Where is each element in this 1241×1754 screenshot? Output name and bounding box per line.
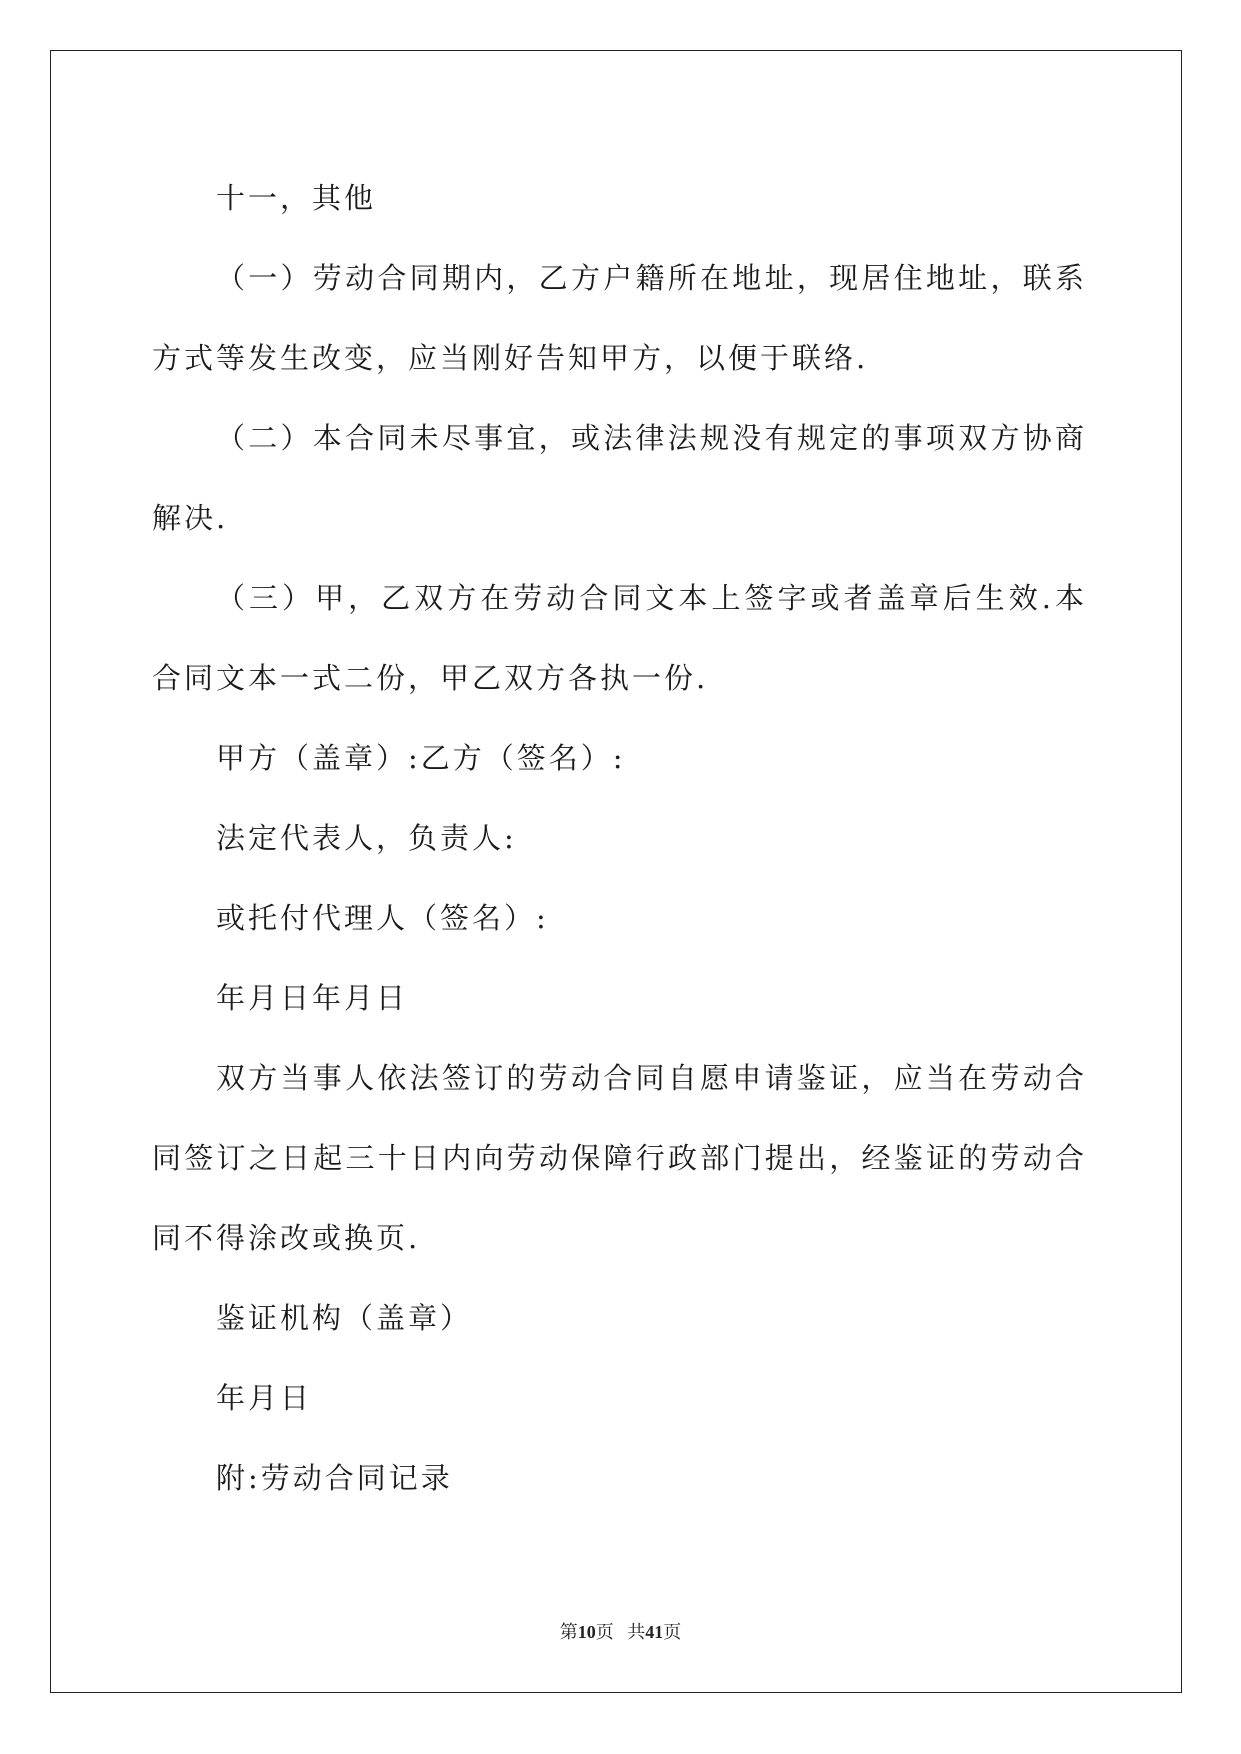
footer-total-suffix: 页 (663, 1622, 682, 1642)
authorized-agent: 或托付代理人（签名）: (216, 901, 549, 935)
footer-page-word: 页 (595, 1622, 614, 1642)
signature-parties: 甲方（盖章）:乙方（签名）: (216, 741, 626, 775)
signature-dates: 年月日年月日 (216, 981, 409, 1015)
verification-date: 年月日 (216, 1381, 313, 1415)
clause-1: （一）劳动合同期内，乙方户籍所在地址，现居住地址，联系方式等发生改变，应当刚好告知甲方，以便于联络. (152, 261, 1087, 375)
footer-prefix: 第 (559, 1622, 578, 1642)
clause-2: （二）本合同未尽事宜，或法律法规没有规定的事项双方协商解决. (152, 421, 1087, 535)
appendix-title: 附:劳动合同记录 (216, 1461, 453, 1495)
section-heading: 十一，其他 (216, 181, 377, 215)
clause-3: （三）甲，乙双方在劳动合同文本上签字或者盖章后生效.本合同文本一式二份，甲乙双方各执一份. (152, 581, 1087, 695)
verification-note: 双方当事人依法签订的劳动合同自愿申请鉴证，应当在劳动合同签订之日起三十日内向劳动保障行政部门提出，经鉴证的劳动合同不得涂改或换页. (152, 1061, 1087, 1255)
document-body (152, 158, 1087, 1518)
legal-representative: 法定代表人，负责人: (216, 821, 517, 855)
verification-agency: 鉴证机构（盖章） (216, 1301, 473, 1335)
total-page-number: 41 (645, 1622, 664, 1642)
current-page-number: 10 (577, 1622, 596, 1642)
footer-total-prefix: 共 (627, 1622, 646, 1642)
page-footer (0, 1618, 1241, 1644)
